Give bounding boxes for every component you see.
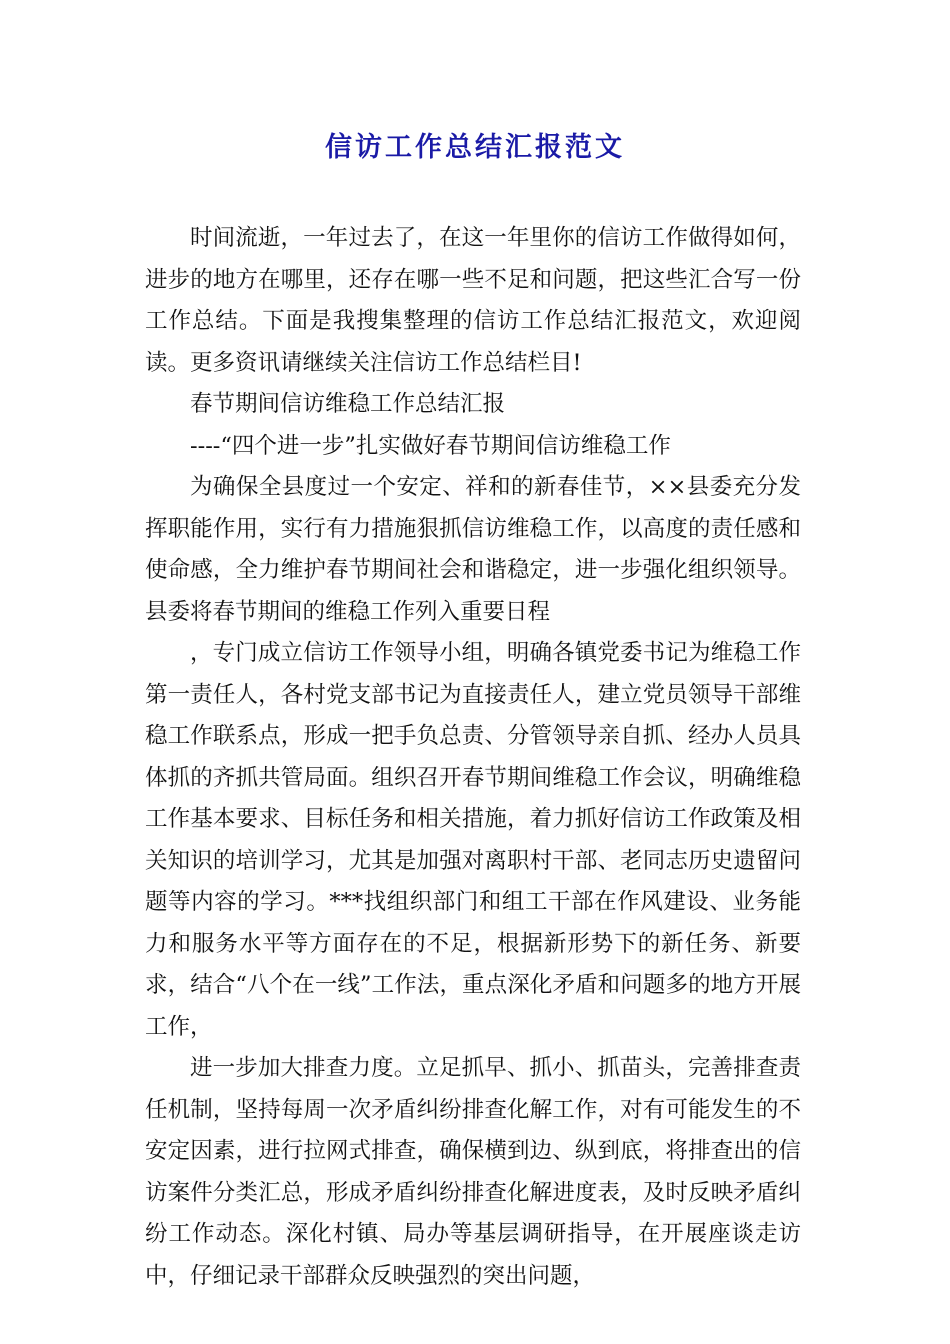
document-title: 信访工作总结汇报范文 xyxy=(325,132,625,163)
document-body xyxy=(145,218,801,1297)
paragraph-body-2: ，专门成立信访工作领导小组，明确各镇党委书记为维稳工作第一责任人，各村党支部书记为直接责任人，建立党员领导干部维稳工作联系点，形成一把手负总责、分管领导亲自抓、经办人员具体抓的齐抓共管局面。组织召开春节期间维稳工作会议，明确维稳工作基本要求、目标任务和相关措施，着力抓好信访工作政策及相关知识的培训学习，尤其是加强对离职村干部、老同志历史遗留问题等内容的学习。***找组织部门和组工干部在作风建设、业务能力和服务水平等方面存在的不足，根据新形势下的新任务、新要求，结合“八个在一线”工作法，重点深化矛盾和问题多的地方开展工作， xyxy=(145,640,801,1040)
paragraph-body-1: 为确保全县度过一个安定、祥和的新春佳节，××县委充分发挥职能作用，实行有力措施狠抓信访维稳工作，以高度的责任感和使命感，全力维护春节期间社会和谐稳定，进一步强化组织领导。县委将春节期间的维稳工作列入重要日程 xyxy=(145,474,801,625)
paragraph-intro: 时间流逝，一年过去了，在这一年里你的信访工作做得如何，进步的地方在哪里，还存在哪一些不足和问题，把这些汇合写一份工作总结。下面是我搜集整理的信访工作总结汇报范文，欢迎阅读。更多资讯请继续关注信访工作总结栏目! xyxy=(145,225,801,376)
paragraph-section-subheading: ----“四个进一步”扎实做好春节期间信访维稳工作 xyxy=(190,432,671,459)
paragraph-body-3: 进一步加大排查力度。立足抓早、抓小、抓苗头，完善排查责任机制，坚持每周一次矛盾纠纷排查化解工作，对有可能发生的不安定因素，进行拉网式排查，确保横到边、纵到底，将排查出的信访案件分类汇总，形成矛盾纠纷排查化解进度表，及时反映矛盾纠纷工作动态。深化村镇、局办等基层调研指导，在开展座谈走访中，仔细记录干部群众反映强烈的突出问题， xyxy=(145,1055,801,1289)
paragraph-section-heading: 春节期间信访维稳工作总结汇报 xyxy=(190,391,506,417)
